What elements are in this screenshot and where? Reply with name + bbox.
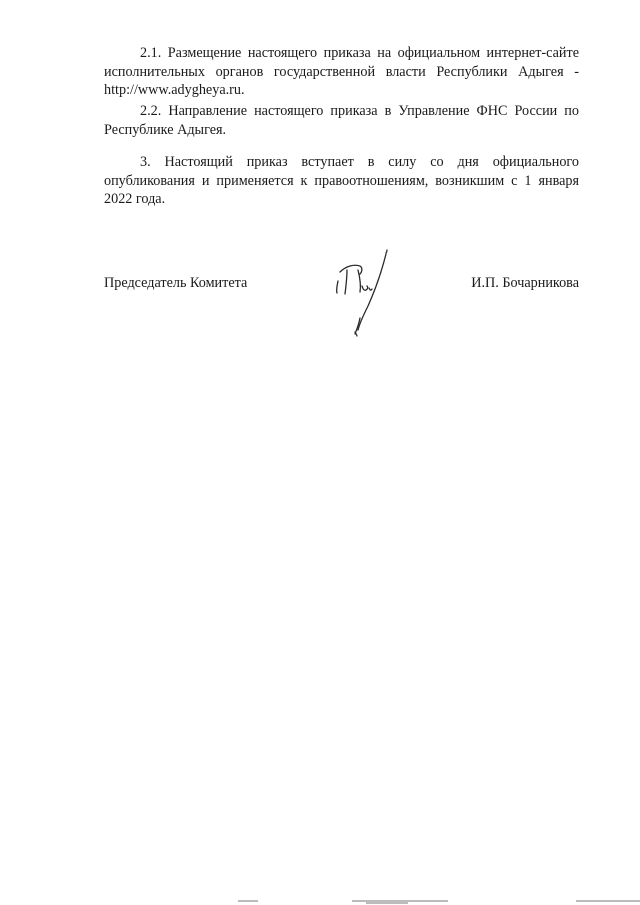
paragraph-3: 3. Настоящий приказ вступает в силу со дня официального опубликования и применяется к правоотношениям, возникшим с 1 января 2022 года. xyxy=(104,154,579,207)
handwritten-signature xyxy=(330,248,398,340)
scan-edge-marks xyxy=(0,895,640,905)
paragraph-2-1: 2.1. Размещение настоящего приказа на официальном интернет-сайте исполнительных органов государственной власти Республики Адыгея - http://www.adygheya.ru. xyxy=(104,45,579,98)
paragraph-2-2: 2.2. Направление настоящего приказа в Управление ФНС России по Республике Адыгея. xyxy=(104,103,579,138)
signatory-title: Председатель Комитета xyxy=(104,275,248,291)
signatory-name: И.П. Бочарникова xyxy=(471,275,579,291)
